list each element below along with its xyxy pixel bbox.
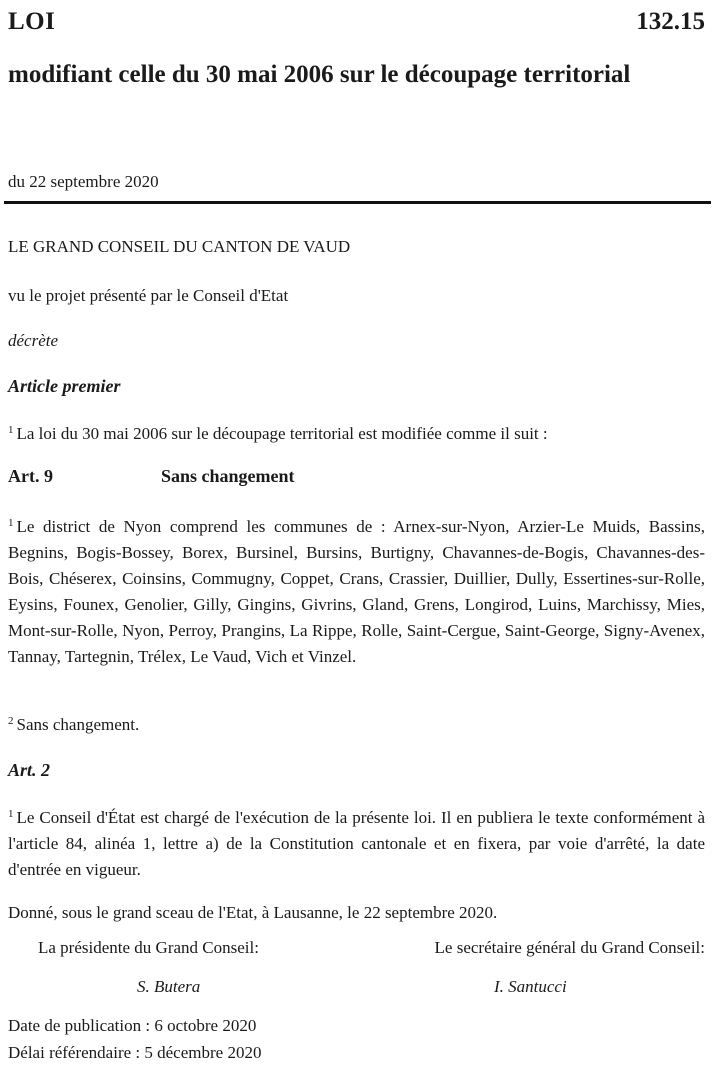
signature-left-title: La présidente du Grand Conseil:	[38, 938, 259, 957]
article-premier-alinea	[8, 424, 548, 444]
art9-alinea-2	[8, 715, 139, 735]
art2-label: Art. 2	[8, 760, 51, 780]
law-title: modifiant celle du 30 mai 2006 sur le découpage territorial	[8, 61, 631, 88]
alinea-text: Le Conseil d'État est chargé de l'exécution de la présente loi. Il en publiera le texte conformément à l'article 84, alinéa 1, lettre a) de la Constitution cantonale et en fixera, par voie d'arrêté, la date d'entrée en vigueur.	[8, 808, 705, 879]
art9-heading: Sans changement	[161, 466, 295, 486]
publication-date: Date de publication : 6 octobre 2020	[8, 1016, 257, 1035]
art2-alinea-1	[8, 801, 705, 883]
considering-clause: vu le projet présenté par le Conseil d'Etat	[8, 286, 289, 305]
alinea-text: Le district de Nyon comprend les communes de : Arnex-sur-Nyon, Arzier-Le Muids, Bassins, Begnins, Bogis-Bossey, Borex, Bursinel, Bursins, Burtigny, Chavannes-de-Bogis, Chavannes-des-Bois, Chéserex, Coinsins, Commugny, Coppet, Crans, Crassier, Duillier, Dully, Essertines-sur-Rolle, Eysins, Founex, Genolier, Gilly, Gingins, Givrins, Gland, Grens, Longirod, Luins, Marchissy, Mies, Mont-sur-Rolle, Nyon, Perroy, Prangins, La Rippe, Rolle, Saint-Cergue, Saint-George, Signy-Avenex, Tannay, Tartegnin, Trélex, Le Vaud, Vich et Vinzel.	[8, 517, 705, 666]
given-clause: Donné, sous le grand sceau de l'Etat, à Lausanne, le 22 septembre 2020.	[8, 903, 498, 922]
alinea-number: 2	[8, 715, 14, 727]
signature-right-name: I. Santucci	[494, 977, 567, 996]
alinea-number: 1	[8, 808, 14, 820]
alinea-number: 1	[8, 424, 14, 436]
alinea-text: La loi du 30 mai 2006 sur le découpage territorial est modifiée comme il suit :	[16, 424, 548, 443]
enacting-authority: LE GRAND CONSEIL DU CANTON DE VAUD	[8, 237, 351, 256]
signature-left-name: S. Butera	[137, 977, 201, 996]
law-type: LOI	[8, 8, 56, 35]
article-premier-heading: Article premier	[8, 376, 121, 396]
decrees-clause: décrète	[8, 331, 59, 350]
alinea-text: Sans changement.	[16, 715, 140, 734]
law-number: 132.15	[636, 8, 705, 35]
signature-right-title: Le secrétaire général du Grand Conseil:	[434, 938, 705, 957]
header-divider	[4, 201, 711, 204]
art9-alinea-1	[8, 510, 705, 670]
alinea-number: 1	[8, 517, 14, 529]
document-header	[8, 8, 705, 42]
referendum-deadline: Délai référendaire : 5 décembre 2020	[8, 1043, 262, 1062]
law-date: du 22 septembre 2020	[8, 172, 159, 191]
art9-label: Art. 9	[8, 466, 53, 486]
